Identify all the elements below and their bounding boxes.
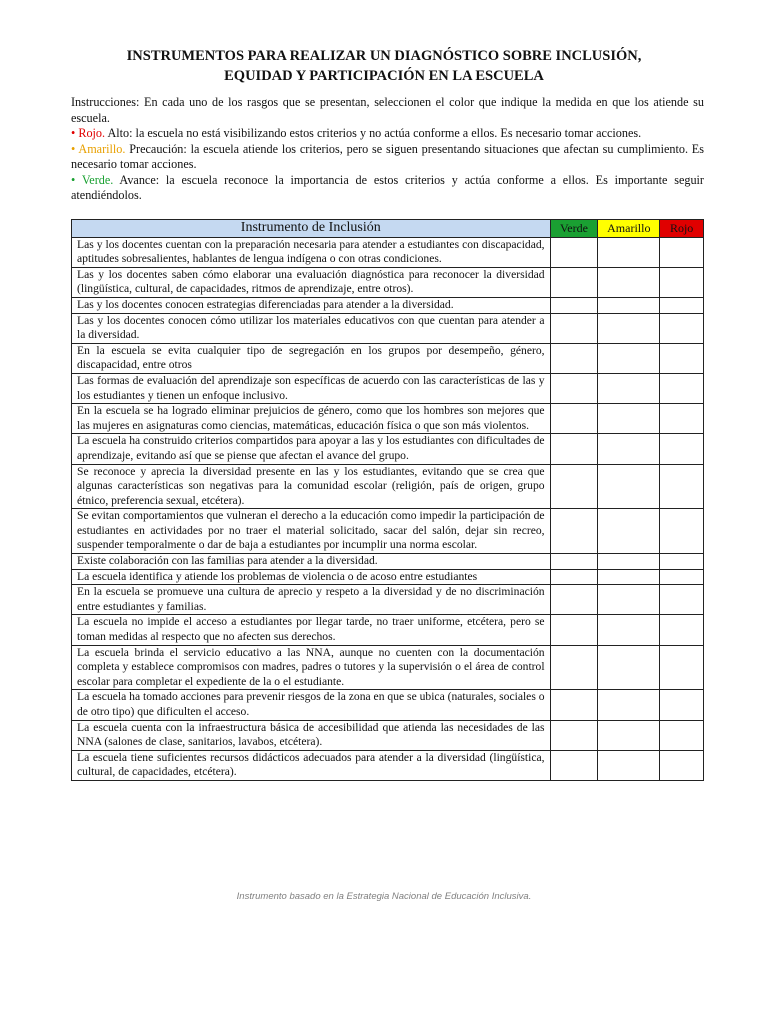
checkbox-rojo[interactable] bbox=[660, 509, 704, 554]
checkbox-amarillo[interactable] bbox=[598, 645, 660, 690]
instructions-intro: Instrucciones: En cada uno de los rasgos que se presentan, seleccionen el color que indique la medida en que los atiende su escuela. bbox=[71, 95, 704, 125]
criterion-text: En la escuela se evita cualquier tipo de segregación en los grupos por desempeño, género, discapacidad, entre otros bbox=[72, 343, 551, 373]
checkbox-verde[interactable] bbox=[550, 343, 598, 373]
table-row bbox=[72, 464, 704, 509]
checkbox-verde[interactable] bbox=[550, 313, 598, 343]
checkbox-rojo[interactable] bbox=[660, 297, 704, 313]
checkbox-rojo[interactable] bbox=[660, 404, 704, 434]
checkbox-rojo[interactable] bbox=[660, 720, 704, 750]
checkbox-verde[interactable] bbox=[550, 569, 598, 585]
document-title-line1: INSTRUMENTOS PARA REALIZAR UN DIAGNÓSTICO SOBRE INCLUSIÓN, bbox=[126, 48, 642, 64]
criterion-text: La escuela tiene suficientes recursos didácticos adecuados para atender a la diversidad (lingüística, cultural, de capacidades, etcétera). bbox=[72, 750, 551, 780]
table-row bbox=[72, 267, 704, 297]
instruction-verde bbox=[71, 173, 704, 204]
checkbox-verde[interactable] bbox=[550, 750, 598, 780]
checkbox-verde[interactable] bbox=[550, 373, 598, 403]
table-row bbox=[72, 554, 704, 570]
table-row bbox=[72, 237, 704, 267]
checkbox-amarillo[interactable] bbox=[598, 434, 660, 464]
checkbox-rojo[interactable] bbox=[660, 373, 704, 403]
checkbox-verde[interactable] bbox=[550, 690, 598, 720]
table-row bbox=[72, 615, 704, 645]
table-row bbox=[72, 585, 704, 615]
criterion-text: La escuela ha construido criterios compartidos para apoyar a las y los estudiantes con dificultades de aprendizaje, evitando así que se piense que afectan el avance del grupo. bbox=[72, 434, 551, 464]
checkbox-amarillo[interactable] bbox=[598, 297, 660, 313]
checkbox-verde[interactable] bbox=[550, 297, 598, 313]
criterion-text: La escuela cuenta con la infraestructura básica de accesibilidad que atienda las necesidades de las NNA (salones de clase, sanitarios, lavabos, etcétera). bbox=[72, 720, 551, 750]
checkbox-rojo[interactable] bbox=[660, 645, 704, 690]
criterion-text: Las formas de evaluación del aprendizaje son específicas de acuerdo con las características de las y los estudiantes y tienen un enfoque inclusivo. bbox=[72, 373, 551, 403]
table-row bbox=[72, 297, 704, 313]
criterion-text: Las y los docentes saben cómo elaborar una evaluación diagnóstica para reconocer la diversidad (lingüística, cultural, de capacidades, ritmos de aprendizaje, entre otros). bbox=[72, 267, 551, 297]
criterion-text: Las y los docentes conocen cómo utilizar los materiales educativos con que cuentan para atender a la diversidad. bbox=[72, 313, 551, 343]
footer-note: Instrumento basado en la Estrategia Nacional de Educación Inclusiva. bbox=[236, 891, 532, 902]
checkbox-rojo[interactable] bbox=[660, 750, 704, 780]
checkbox-rojo[interactable] bbox=[660, 569, 704, 585]
table-row bbox=[72, 509, 704, 554]
table-row bbox=[72, 750, 704, 780]
rojo-text: Alto: la escuela no está visibilizando estos criterios y no actúa conforme a ellos. Es necesario tomar acciones. bbox=[105, 126, 642, 140]
checkbox-amarillo[interactable] bbox=[598, 464, 660, 509]
checkbox-rojo[interactable] bbox=[660, 690, 704, 720]
instruction-amarillo bbox=[71, 142, 704, 173]
table-row bbox=[72, 373, 704, 403]
criterion-text: La escuela brinda el servicio educativo a las NNA, aunque no cuenten con la documentación completa y establece compromisos con madres, padres o tutores y la supervisión o el área de control escolar para completar el expediente de la o el estudiante. bbox=[72, 645, 551, 690]
header-amarillo: Amarillo bbox=[598, 220, 660, 238]
checkbox-amarillo[interactable] bbox=[598, 343, 660, 373]
header-instrumento: Instrumento de Inclusión bbox=[72, 220, 551, 238]
checkbox-verde[interactable] bbox=[550, 237, 598, 267]
checkbox-rojo[interactable] bbox=[660, 615, 704, 645]
inclusion-instrument-table bbox=[71, 219, 704, 781]
criterion-text: Se reconoce y aprecia la diversidad presente en las y los estudiantes, evitando que se crea que algunas características son negativas para la comunidad escolar (religión, país de origen, grupo étnico, preferencia sexual, etcétera). bbox=[72, 464, 551, 509]
checkbox-amarillo[interactable] bbox=[598, 404, 660, 434]
checkbox-verde[interactable] bbox=[550, 585, 598, 615]
checkbox-verde[interactable] bbox=[550, 554, 598, 570]
checkbox-rojo[interactable] bbox=[660, 267, 704, 297]
table-row bbox=[72, 313, 704, 343]
checkbox-verde[interactable] bbox=[550, 645, 598, 690]
table-row bbox=[72, 690, 704, 720]
table-row bbox=[72, 434, 704, 464]
table-row bbox=[72, 569, 704, 585]
header-rojo: Rojo bbox=[660, 220, 704, 238]
checkbox-amarillo[interactable] bbox=[598, 267, 660, 297]
table-row bbox=[72, 720, 704, 750]
amarillo-text: Precaución: la escuela atiende los criterios, pero se siguen presentando situaciones que afectan su cumplimiento. Es necesario tomar acciones. bbox=[71, 141, 704, 171]
rojo-label: • Rojo. bbox=[71, 126, 106, 140]
table-row bbox=[72, 645, 704, 690]
checkbox-rojo[interactable] bbox=[660, 313, 704, 343]
table-header-row bbox=[72, 220, 704, 238]
header-verde: Verde bbox=[550, 220, 598, 238]
checkbox-amarillo[interactable] bbox=[598, 237, 660, 267]
checkbox-amarillo[interactable] bbox=[598, 373, 660, 403]
checkbox-verde[interactable] bbox=[550, 267, 598, 297]
criterion-text: La escuela no impide el acceso a estudiantes por llegar tarde, no traer uniforme, etcétera, pero se toman medidas al respecto que no afecten sus derechos. bbox=[72, 615, 551, 645]
checkbox-amarillo[interactable] bbox=[598, 509, 660, 554]
checkbox-rojo[interactable] bbox=[660, 343, 704, 373]
checkbox-amarillo[interactable] bbox=[598, 615, 660, 645]
criterion-text: Existe colaboración con las familias para atender a la diversidad. bbox=[72, 554, 551, 570]
checkbox-rojo[interactable] bbox=[660, 464, 704, 509]
checkbox-amarillo[interactable] bbox=[598, 569, 660, 585]
checkbox-verde[interactable] bbox=[550, 615, 598, 645]
checkbox-verde[interactable] bbox=[550, 404, 598, 434]
checkbox-verde[interactable] bbox=[550, 434, 598, 464]
instructions-block bbox=[71, 95, 704, 204]
table-row bbox=[72, 404, 704, 434]
checkbox-amarillo[interactable] bbox=[598, 750, 660, 780]
table-row bbox=[72, 343, 704, 373]
criterion-text: En la escuela se ha logrado eliminar prejuicios de género, como que los hombres son mejores que las mujeres en asignaturas como ciencias, matemáticas, educación física o que son más violentos. bbox=[72, 404, 551, 434]
checkbox-amarillo[interactable] bbox=[598, 313, 660, 343]
criterion-text: En la escuela se promueve una cultura de aprecio y respeto a la diversidad y de no discriminación entre estudiantes y familias. bbox=[72, 585, 551, 615]
checkbox-amarillo[interactable] bbox=[598, 690, 660, 720]
document-title-line2: EQUIDAD Y PARTICIPACIÓN EN LA ESCUELA bbox=[224, 68, 544, 84]
checkbox-verde[interactable] bbox=[550, 464, 598, 509]
amarillo-label: • Amarillo. bbox=[71, 141, 126, 156]
checkbox-verde[interactable] bbox=[550, 720, 598, 750]
criterion-text: La escuela ha tomado acciones para prevenir riesgos de la zona en que se ubica (naturales, sociales o de otro tipo) que dificulten el acceso. bbox=[72, 690, 551, 720]
verde-text: Avance: la escuela reconoce la importancia de estos criterios y actúa conforme a ellos. Es importante seguir atendiéndolos. bbox=[71, 172, 704, 202]
criterion-text: Se evitan comportamientos que vulneran el derecho a la educación como impedir la participación de estudiantes en actividades por no traer el material solicitado, sacar del salón, dejar sin recreo, suspender temporalmente o dar de baja a estudiantes por incumplir una norma escolar. bbox=[72, 509, 551, 554]
checkbox-rojo[interactable] bbox=[660, 237, 704, 267]
verde-label: • Verde. bbox=[71, 172, 114, 187]
checkbox-amarillo[interactable] bbox=[598, 585, 660, 615]
criterion-text: La escuela identifica y atiende los problemas de violencia o de acoso entre estudiantes bbox=[72, 569, 551, 585]
checkbox-amarillo[interactable] bbox=[598, 554, 660, 570]
checkbox-verde[interactable] bbox=[550, 509, 598, 554]
criterion-text: Las y los docentes conocen estrategias diferenciadas para atender a la diversidad. bbox=[72, 297, 551, 313]
instruction-rojo bbox=[71, 126, 704, 142]
checkbox-rojo[interactable] bbox=[660, 434, 704, 464]
checkbox-amarillo[interactable] bbox=[598, 720, 660, 750]
criterion-text: Las y los docentes cuentan con la preparación necesaria para atender a estudiantes con discapacidad, aptitudes sobresalientes, hablantes de lengua indígena o con otras condiciones. bbox=[72, 237, 551, 267]
checkbox-rojo[interactable] bbox=[660, 554, 704, 570]
checkbox-rojo[interactable] bbox=[660, 585, 704, 615]
